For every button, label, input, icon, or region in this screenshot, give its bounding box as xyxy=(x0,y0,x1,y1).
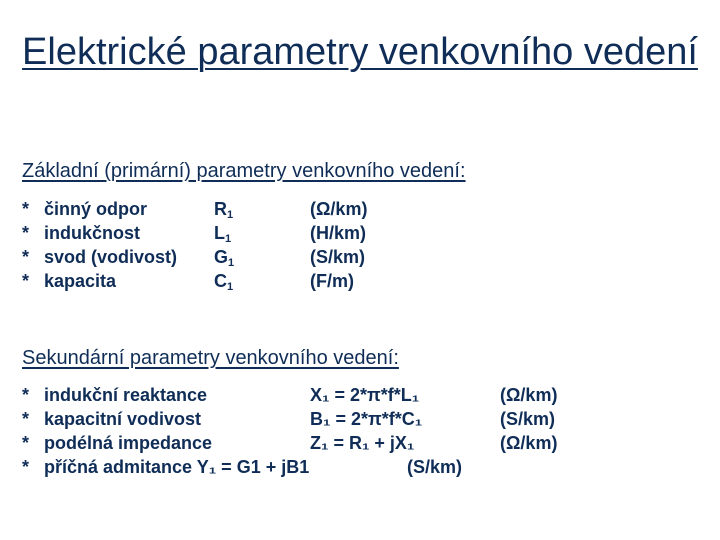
item-unit: (S/km) xyxy=(500,409,556,429)
secondary-heading: Sekundární parametry venkovního vedení: xyxy=(22,347,399,369)
bullet: * xyxy=(22,223,30,243)
item-unit: (S/km) xyxy=(407,457,463,477)
primary-heading: Základní (primární) parametry venkovního vedení: xyxy=(22,160,466,182)
item-unit: (S/km) xyxy=(310,247,366,267)
bullet: * xyxy=(22,457,30,477)
item-name: příčná admitance Y₁ = G1 + jB1 xyxy=(44,457,310,477)
item-subscript: 1 xyxy=(228,257,235,269)
item-symbol: G xyxy=(214,247,229,267)
bullet: * xyxy=(22,385,30,405)
item-subscript: 1 xyxy=(227,281,234,293)
item-name: činný odpor xyxy=(44,199,147,219)
slide-title: Elektrické parametry venkovního vedení xyxy=(22,31,698,73)
item-symbol: R xyxy=(214,199,227,219)
item-subscript: 1 xyxy=(227,209,234,221)
item-name: indukční reaktance xyxy=(44,385,208,405)
item-name: svod (vodivost) xyxy=(44,247,178,267)
item-formula: B₁ = 2*π*f*C₁ xyxy=(310,409,423,429)
bullet: * xyxy=(22,247,30,267)
item-unit: (Ω/km) xyxy=(500,385,558,405)
item-formula: Z₁ = R₁ + jX₁ xyxy=(310,433,415,453)
item-symbol: L xyxy=(214,223,225,243)
item-symbol: C xyxy=(214,271,227,291)
item-unit: (H/km) xyxy=(310,223,367,243)
item-unit: (F/m) xyxy=(310,271,354,291)
bullet: * xyxy=(22,409,30,429)
item-formula: X₁ = 2*π*f*L₁ xyxy=(310,385,420,405)
item-unit: (Ω/km) xyxy=(500,433,558,453)
item-name: kapacitní vodivost xyxy=(44,409,202,429)
item-subscript: 1 xyxy=(225,233,232,245)
item-name: kapacita xyxy=(44,271,117,291)
bullet: * xyxy=(22,199,30,219)
bullet: * xyxy=(22,271,30,291)
item-name: podélná impedance xyxy=(44,433,213,453)
item-name: indukčnost xyxy=(44,223,141,243)
item-unit: (Ω/km) xyxy=(310,199,368,219)
bullet: * xyxy=(22,433,30,453)
